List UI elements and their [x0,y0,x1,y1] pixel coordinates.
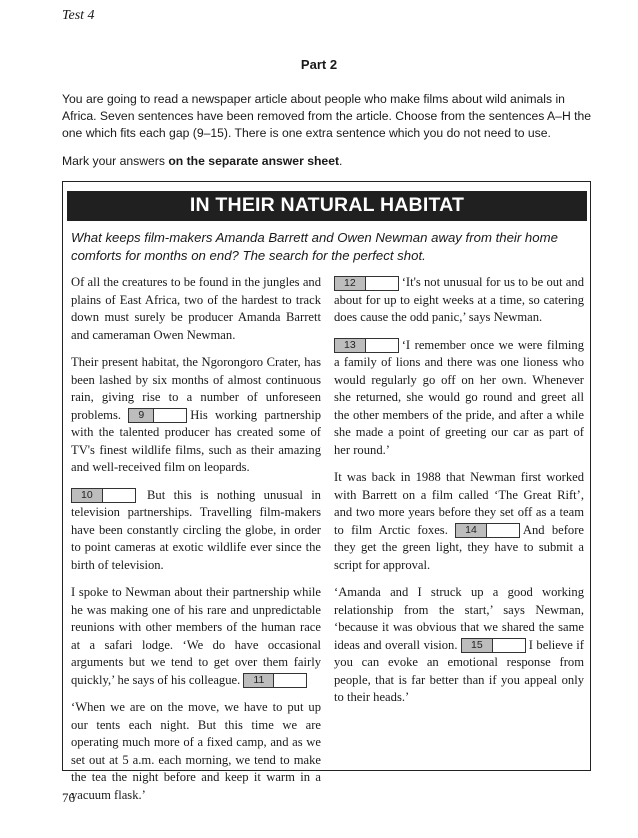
article-column-left [71,274,321,814]
paragraph-text: It was back in 1988 that Newman first worked with Barrett on a film called ‘The Great Rift’, and two more years before they set off as a team to film Arctic foxes. [334,470,584,537]
answer-sheet-prefix: Mark your answers [62,154,169,168]
gap-12[interactable] [334,276,399,291]
article-standfirst: What keeps film-makers Amanda Barrett and Owen Newman away from their home comforts for months on end? The search for the perfect shot. [71,230,558,263]
gap-10[interactable] [71,488,136,503]
paragraph-left-2 [71,354,321,477]
gap-number: 9 [129,409,154,422]
gap-13[interactable] [334,338,399,353]
paragraph-text: ‘Amanda and I struck up a good working relationship from the start,’ says Newman, ‘because it was obvious that we shared the same ideas and overall vision. [334,585,584,652]
paragraph-right-1 [334,274,584,327]
paragraph-left-3 [71,487,321,575]
paragraph-text: I spoke to Newman about their partnership while he was making one of his rare and unpredictable reunions with other members of the human race at a safari lodge. ‘We do have occasional arguments but we tend to get over them fairly quickly,’ he says of his colleague. [71,585,321,687]
gap-15[interactable] [461,638,526,653]
instructions: You are going to read a newspaper article about people who make films about wild animals in Africa. Seven sentences have been removed from the article. Choose from the sentences A–H the one which fits each gap (9–15). There is one extra sentence which you do not need to use. [62,92,592,140]
gap-blank [154,409,186,422]
gap-number: 11 [244,674,274,687]
paragraph-text: But this is nothing unusual in television partnerships. Travelling film-makers have been constantly circling the globe, in order to point cameras at exotic wildlife ever since the birth of television. [71,487,321,572]
answer-sheet-emphasis: on the separate answer sheet [168,154,340,168]
gap-number: 10 [72,489,103,502]
paragraph-text: I believe if you can evoke an emotional response from people, that is far better than if you appeal only to their heads.’ [334,637,584,704]
paragraph-right-4 [334,584,584,707]
paragraph-text: His working partnership with the talented producer has created some of TV's finest wildlife films, such as their amazing and well-received film on leopards. [71,407,322,474]
answer-sheet-suffix: . [339,154,343,168]
running-head: Test 4 [62,8,95,23]
gap-blank [366,339,398,352]
article-banner [67,191,587,221]
paragraph-text: Their present habitat, the Ngorongoro Crater, has been lashed by six months of almost continuous rain, giving rise to a number of unforeseen problems. [71,355,321,422]
article-title: IN THEIR NATURAL HABITAT [189,194,465,216]
gap-blank [366,277,398,290]
gap-11[interactable] [243,673,307,688]
gap-blank [487,524,519,537]
gap-number: 12 [335,277,366,290]
part-title: Part 2 [300,57,338,72]
gap-blank [274,674,306,687]
paragraph-right-2 [334,337,584,460]
paragraph-text: ‘I remember once we were filming a family of lions and there was one lioness who would regularly go off on her own. Whenever she returned, she would go round and greet all the other members of the pride, and after a while she made a point of greeting our car as part of her round.’ [334,337,584,457]
gap-number: 15 [462,639,493,652]
gap-blank [103,489,135,502]
gap-9[interactable] [128,408,187,423]
paragraph-text: And before they get the green light, they have to submit a script for approval. [334,522,584,572]
page-number: 76 [62,790,75,805]
paragraph-right-3 [334,469,584,574]
gap-number: 14 [456,524,487,537]
paragraph-left-4 [71,584,321,689]
gap-14[interactable] [455,523,520,538]
paragraph-left-5: ‘When we are on the move, we have to put up our tents each night. But this time we are operating much more of a fixed camp, and as we set out at 5 a.m. each morning, we tend to make the tea the night before and keep it warm in a vacuum flask.’ [71,700,321,802]
gap-number: 13 [335,339,366,352]
answer-sheet-instruction [62,154,342,168]
article-column-right [334,274,584,717]
gap-blank [493,639,525,652]
paragraph-left-1: Of all the creatures to be found in the jungles and plains of East Africa, two of the hardest to track down must surely be producer Amanda Barrett and cameraman Owen Newman. [71,275,321,342]
paragraph-text: ‘It's not unusual for us to be out and about for up to eight weeks at a time, so catering does cause the odd panic,’ says Newman. [334,275,584,324]
